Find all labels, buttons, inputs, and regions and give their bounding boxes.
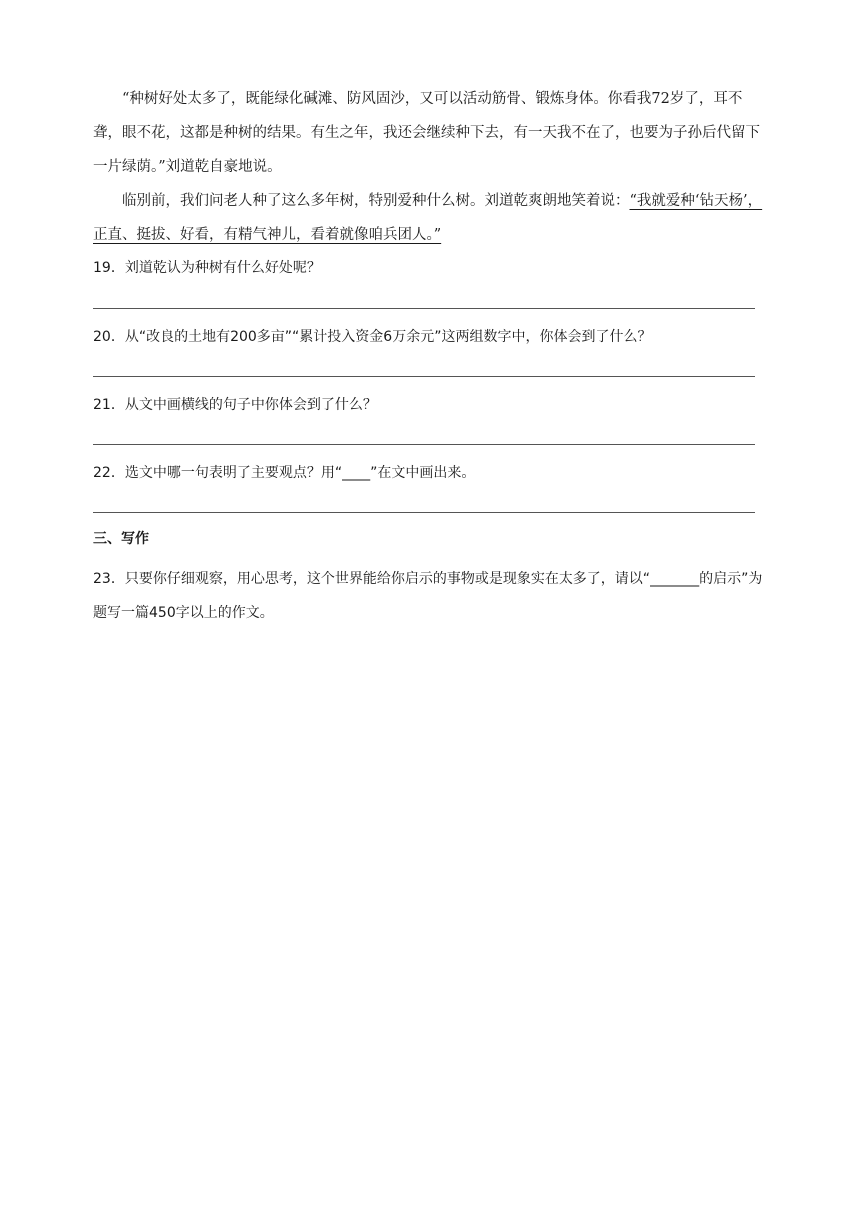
question-21: 21．从文中画横线的句子中你体会到了什么？ xyxy=(93,397,377,413)
question-22: 22．选文中哪一句表明了主要观点？用“____”在文中画出来。 xyxy=(93,465,476,481)
answer-line-22[interactable] xyxy=(93,512,755,513)
passage-paragraph-1: “种树好处太多了，既能绿化碱滩、防风固沙，又可以活动筋骨、锻炼身体。你看我72岁了，耳不聋，眼不花，这都是种树的结果。有生之年，我还会继续种下去，有一天我不在了，也要为子孙后代留下一片绿荫。”刘道乾自豪地说。 xyxy=(93,91,760,175)
passage-paragraph-2-text: 临别前，我们问老人种了这么多年树，特别爱种什么树。刘道乾爽朗地笑着说： xyxy=(122,193,630,209)
question-20: 20．从“改良的土地有200多亩”“累计投入资金6万余元”这两组数字中，你体会到了什么？ xyxy=(93,329,652,345)
passage-paragraph-2 xyxy=(93,184,765,252)
section-title-writing: 三、写作 xyxy=(93,531,149,547)
answer-line-20[interactable] xyxy=(93,376,755,377)
answer-line-21[interactable] xyxy=(93,444,755,445)
answer-line-19[interactable] xyxy=(93,308,755,309)
question-23: 23．只要你仔细观察，用心思考，这个世界能给你启示的事物或是现象实在太多了，请以“_______的启示”为题写一篇450字以上的作文。 xyxy=(93,571,763,621)
underlined-sentence: “我就爱种‘钻天杨’，正直、挺拔、好看，有精气神儿，看着就像咱兵团人。” xyxy=(93,193,763,243)
question-19: 19．刘道乾认为种树有什么好处呢？ xyxy=(93,260,321,276)
